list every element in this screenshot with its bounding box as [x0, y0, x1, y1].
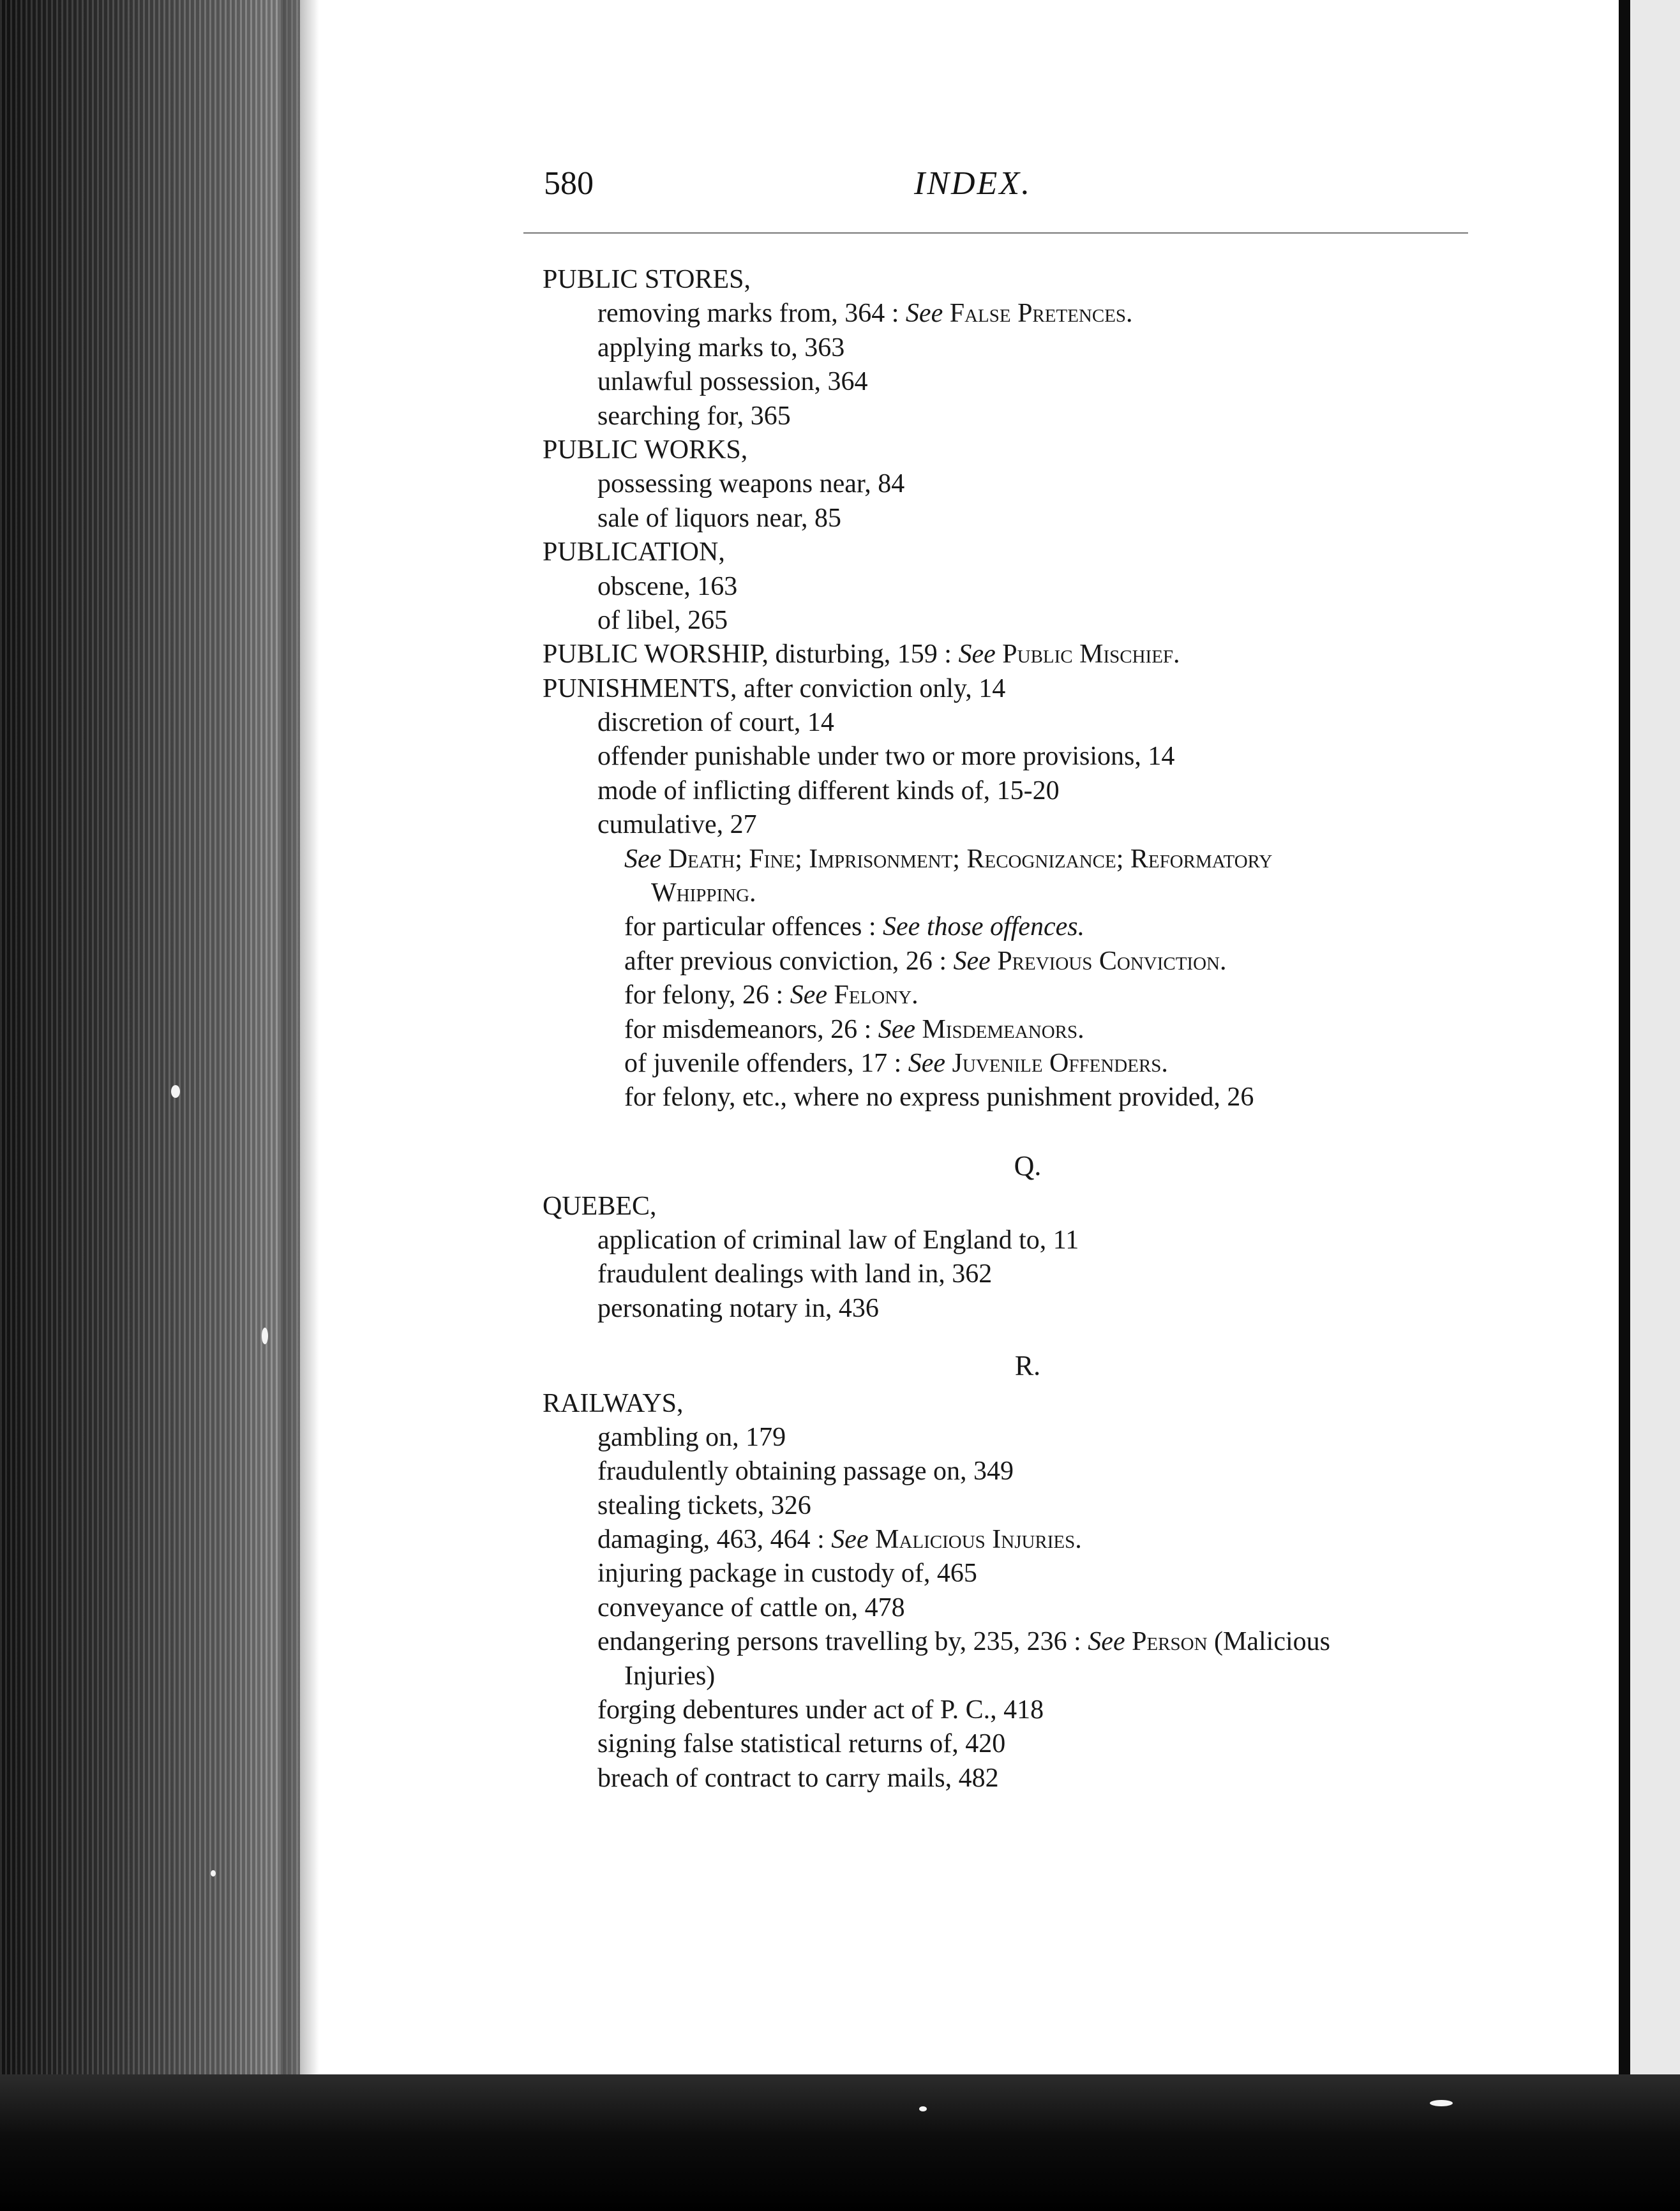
subentry: cumulative, 27 — [597, 810, 757, 840]
subentry: signing false statistical returns of, 420 — [597, 1729, 1006, 1759]
subentry: mode of inflicting different kinds of, 15-20 — [597, 776, 1060, 806]
running-head: INDEX. — [914, 165, 1032, 202]
subentry: breach of contract to carry mails, 482 — [597, 1763, 999, 1793]
subentry: possessing weapons near, 84 — [597, 469, 905, 499]
subentry: applying marks to, 363 — [597, 333, 845, 363]
page-bottom-edge — [0, 2074, 1680, 2211]
section-letter-r: R. — [1014, 1350, 1041, 1382]
subentry: application of criminal law of England to, 11 — [597, 1225, 1079, 1255]
subentry: fraudulently obtaining passage on, 349 — [597, 1457, 1014, 1487]
scan-speck — [919, 2106, 927, 2111]
subentry: sale of liquors near, 85 — [597, 503, 842, 533]
subentry: conveyance of cattle on, 478 — [597, 1593, 905, 1623]
subentry: for particular offences : See those offences. — [624, 912, 1085, 942]
entry-heading: PUBLICATION, — [543, 537, 725, 567]
subentry: stealing tickets, 326 — [597, 1490, 811, 1520]
subentry: damaging, 463, 464 : See Malicious Injuries. — [597, 1525, 1082, 1555]
scan-speck — [262, 1328, 268, 1344]
subentry: after previous conviction, 26 : See Previous Conviction. — [624, 946, 1227, 976]
section-letter-q: Q. — [1014, 1150, 1042, 1182]
subentry: searching for, 365 — [597, 401, 791, 431]
scan-speck — [211, 1870, 216, 1877]
entry-heading: PUNISHMENTS, after conviction only, 14 — [543, 673, 1006, 703]
entry-heading: PUBLIC STORES, — [543, 265, 751, 294]
subentry: for felony, 26 : See Felony. — [624, 980, 919, 1010]
subentry: endangering persons travelling by, 235, 236 : See Person (Malicious — [597, 1627, 1330, 1657]
subentry-continuation: Injuries) — [624, 1661, 716, 1691]
cross-reference-continuation: Whipping. — [651, 878, 756, 908]
cross-reference: See Death; Fine; Imprisonment; Recognizance; Reformatory — [624, 844, 1273, 874]
book-binding-edge — [0, 0, 300, 2211]
subentry: removing marks from, 364 : See False Pretences. — [597, 299, 1133, 329]
subentry: unlawful possession, 364 — [597, 367, 868, 397]
subentry: forging debentures under act of P. C., 418 — [597, 1695, 1044, 1725]
entry-heading: PUBLIC WORSHIP, disturbing, 159 : See Public Mischief. — [543, 640, 1180, 670]
subentry: injuring package in custody of, 465 — [597, 1559, 977, 1589]
subentry: offender punishable under two or more provisions, 14 — [597, 742, 1175, 772]
subentry: fraudulent dealings with land in, 362 — [597, 1259, 993, 1289]
subentry: of libel, 265 — [597, 605, 728, 635]
next-page-strip — [1630, 0, 1680, 2211]
entry-heading: QUEBEC, — [543, 1191, 657, 1221]
subentry: obscene, 163 — [597, 571, 738, 601]
index-content — [543, 263, 1481, 1795]
gutter-shadow — [281, 0, 319, 2211]
page-number: 580 — [544, 165, 594, 202]
subentry: for misdemeanors, 26 : See Misdemeanors. — [624, 1014, 1084, 1044]
page-header — [544, 165, 1476, 216]
subentry: of juvenile offenders, 17 : See Juvenile Offenders. — [624, 1048, 1168, 1078]
subentry: gambling on, 179 — [597, 1422, 786, 1452]
page-right-edge — [1619, 0, 1630, 2211]
entry-heading: RAILWAYS, — [543, 1388, 684, 1418]
subentry: discretion of court, 14 — [597, 708, 834, 738]
header-rule — [523, 232, 1468, 234]
subentry: personating notary in, 436 — [597, 1293, 879, 1323]
scan-speck — [171, 1085, 180, 1098]
subentry: for felony, etc., where no express punishment provided, 26 — [624, 1083, 1254, 1113]
scan-speck — [1430, 2100, 1453, 2106]
entry-heading: PUBLIC WORKS, — [543, 435, 748, 465]
